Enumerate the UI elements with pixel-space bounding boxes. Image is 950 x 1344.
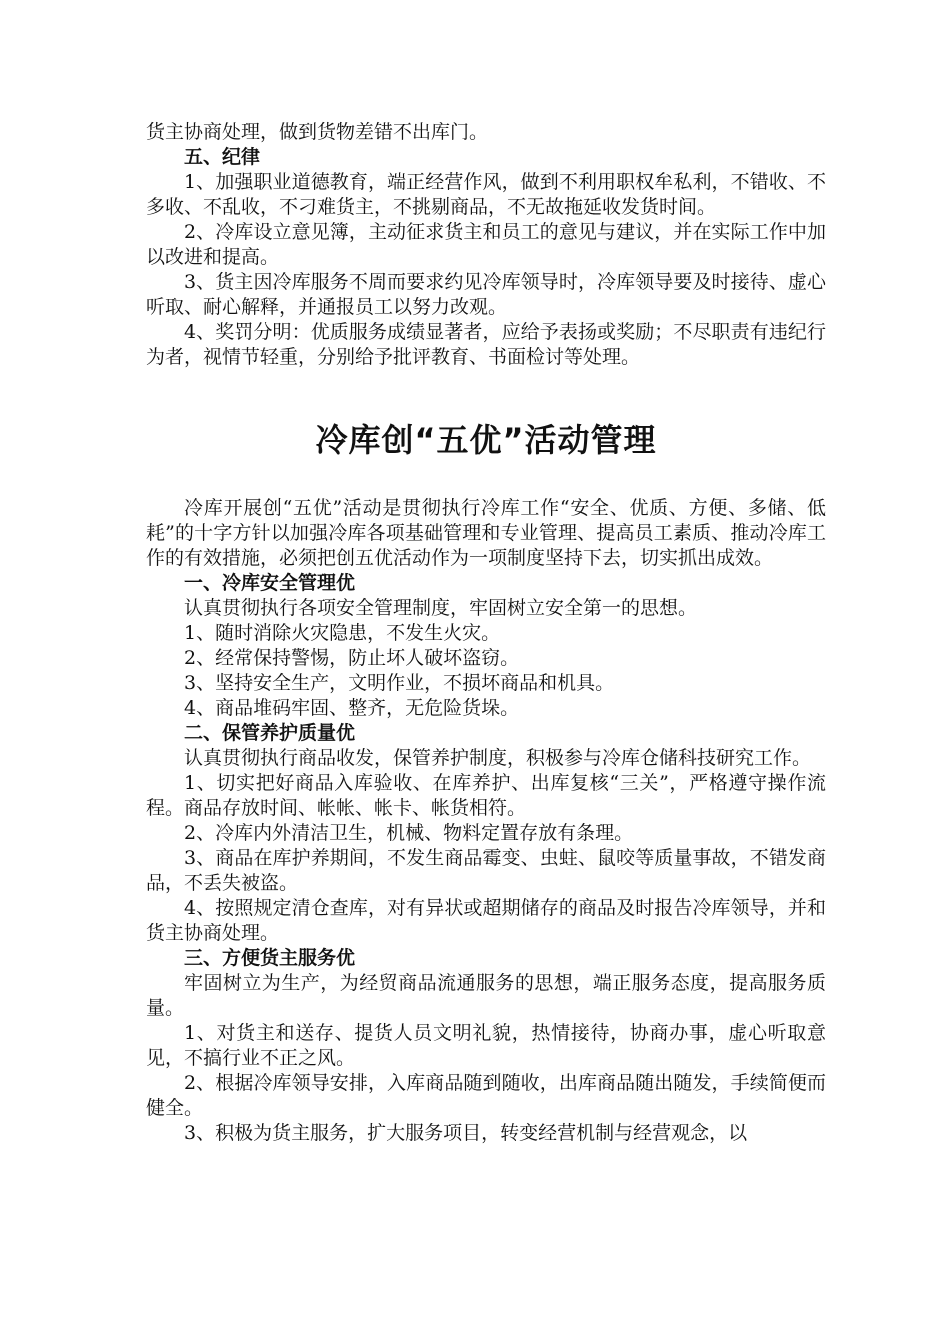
safety-lead: 认真贯彻执行各项安全管理制度，牢固树立安全第一的思想。 [184,597,698,619]
document-page [146,120,826,1146]
quality-item-3: 3、商品在库护养期间，不发生商品霉变、虫蛀、鼠咬等质量事故，不错发商品，不丢失被盗。 [146,847,826,894]
safety-item-4: 4、商品堆码牢固、整齐，无危险货垛。 [184,697,520,719]
quality-item-1: 1、切实把好商品入库验收、在库养护、出库复核“三关”，严格遵守操作流程。商品存放时间、帐帐、帐卡、帐货相符。 [146,772,826,819]
paragraph-continuation: 货主协商处理，做到货物差错不出库门。 [146,121,489,143]
discipline-item-2: 2、冷库设立意见簿，主动征求货主和员工的意见与建议，并在实际工作中加以改进和提高。 [146,221,826,268]
discipline-item-1: 1、加强职业道德教育，端正经营作风，做到不利用职权牟私利，不错收、不多收、不乱收，不刁难货主，不挑剔商品，不无故拖延收发货时间。 [146,171,826,218]
safety-item-3: 3、坚持安全生产，文明作业，不损坏商品和机具。 [184,672,615,694]
quality-lead: 认真贯彻执行商品收发，保管养护制度，积极参与冷库仓储科技研究工作。 [184,747,812,769]
service-item-1: 1、对货主和送存、提货人员文明礼貌，热情接待，协商办事，虚心听取意见，不搞行业不正之风。 [146,1022,826,1069]
heading-safety: 一、冷库安全管理优 [184,572,356,594]
safety-item-2: 2、经常保持警惕，防止坏人破坏盗窃。 [184,647,520,669]
safety-item-1: 1、随时消除火灾隐患，不发生火灾。 [184,622,501,644]
intro-paragraph: 冷库开展创“五优”活动是贯彻执行冷库工作“安全、优质、方便、多储、低耗”的十字方针以加强冷库各项基础管理和专业管理、提高员工素质、推动冷库工作的有效措施，必须把创五优活动作为一项制度坚持下去，切实抓出成效。 [146,497,826,569]
service-lead: 牢固树立为生产，为经贸商品流通服务的思想，端正服务态度，提高服务质量。 [146,972,826,1019]
heading-discipline: 五、纪律 [184,146,261,168]
service-item-2: 2、根据冷库领导安排，入库商品随到随收，出库商品随出随发，手续简便而健全。 [146,1072,826,1119]
discipline-item-4: 4、奖罚分明：优质服务成绩显著者，应给予表扬或奖励；不尽职责有违纪行为者，视情节轻重，分别给予批评教育、书面检讨等处理。 [146,321,826,368]
quality-item-4: 4、按照规定清仓查库，对有异状或超期储存的商品及时报告冷库领导，并和货主协商处理。 [146,897,826,944]
quality-item-2: 2、冷库内外清洁卫生，机械、物料定置存放有条理。 [184,822,634,844]
heading-quality: 二、保管养护质量优 [184,722,356,744]
heading-service: 三、方便货主服务优 [184,947,356,969]
service-item-3: 3、积极为货主服务，扩大服务项目，转变经营机制与经营观念，以 [184,1122,748,1144]
section-title: 冷库创“五优”活动管理 [315,421,657,459]
discipline-item-3: 3、货主因冷库服务不周而要求约见冷库领导时，冷库领导要及时接待、虚心听取、耐心解释，并通报员工以努力改观。 [146,271,826,318]
